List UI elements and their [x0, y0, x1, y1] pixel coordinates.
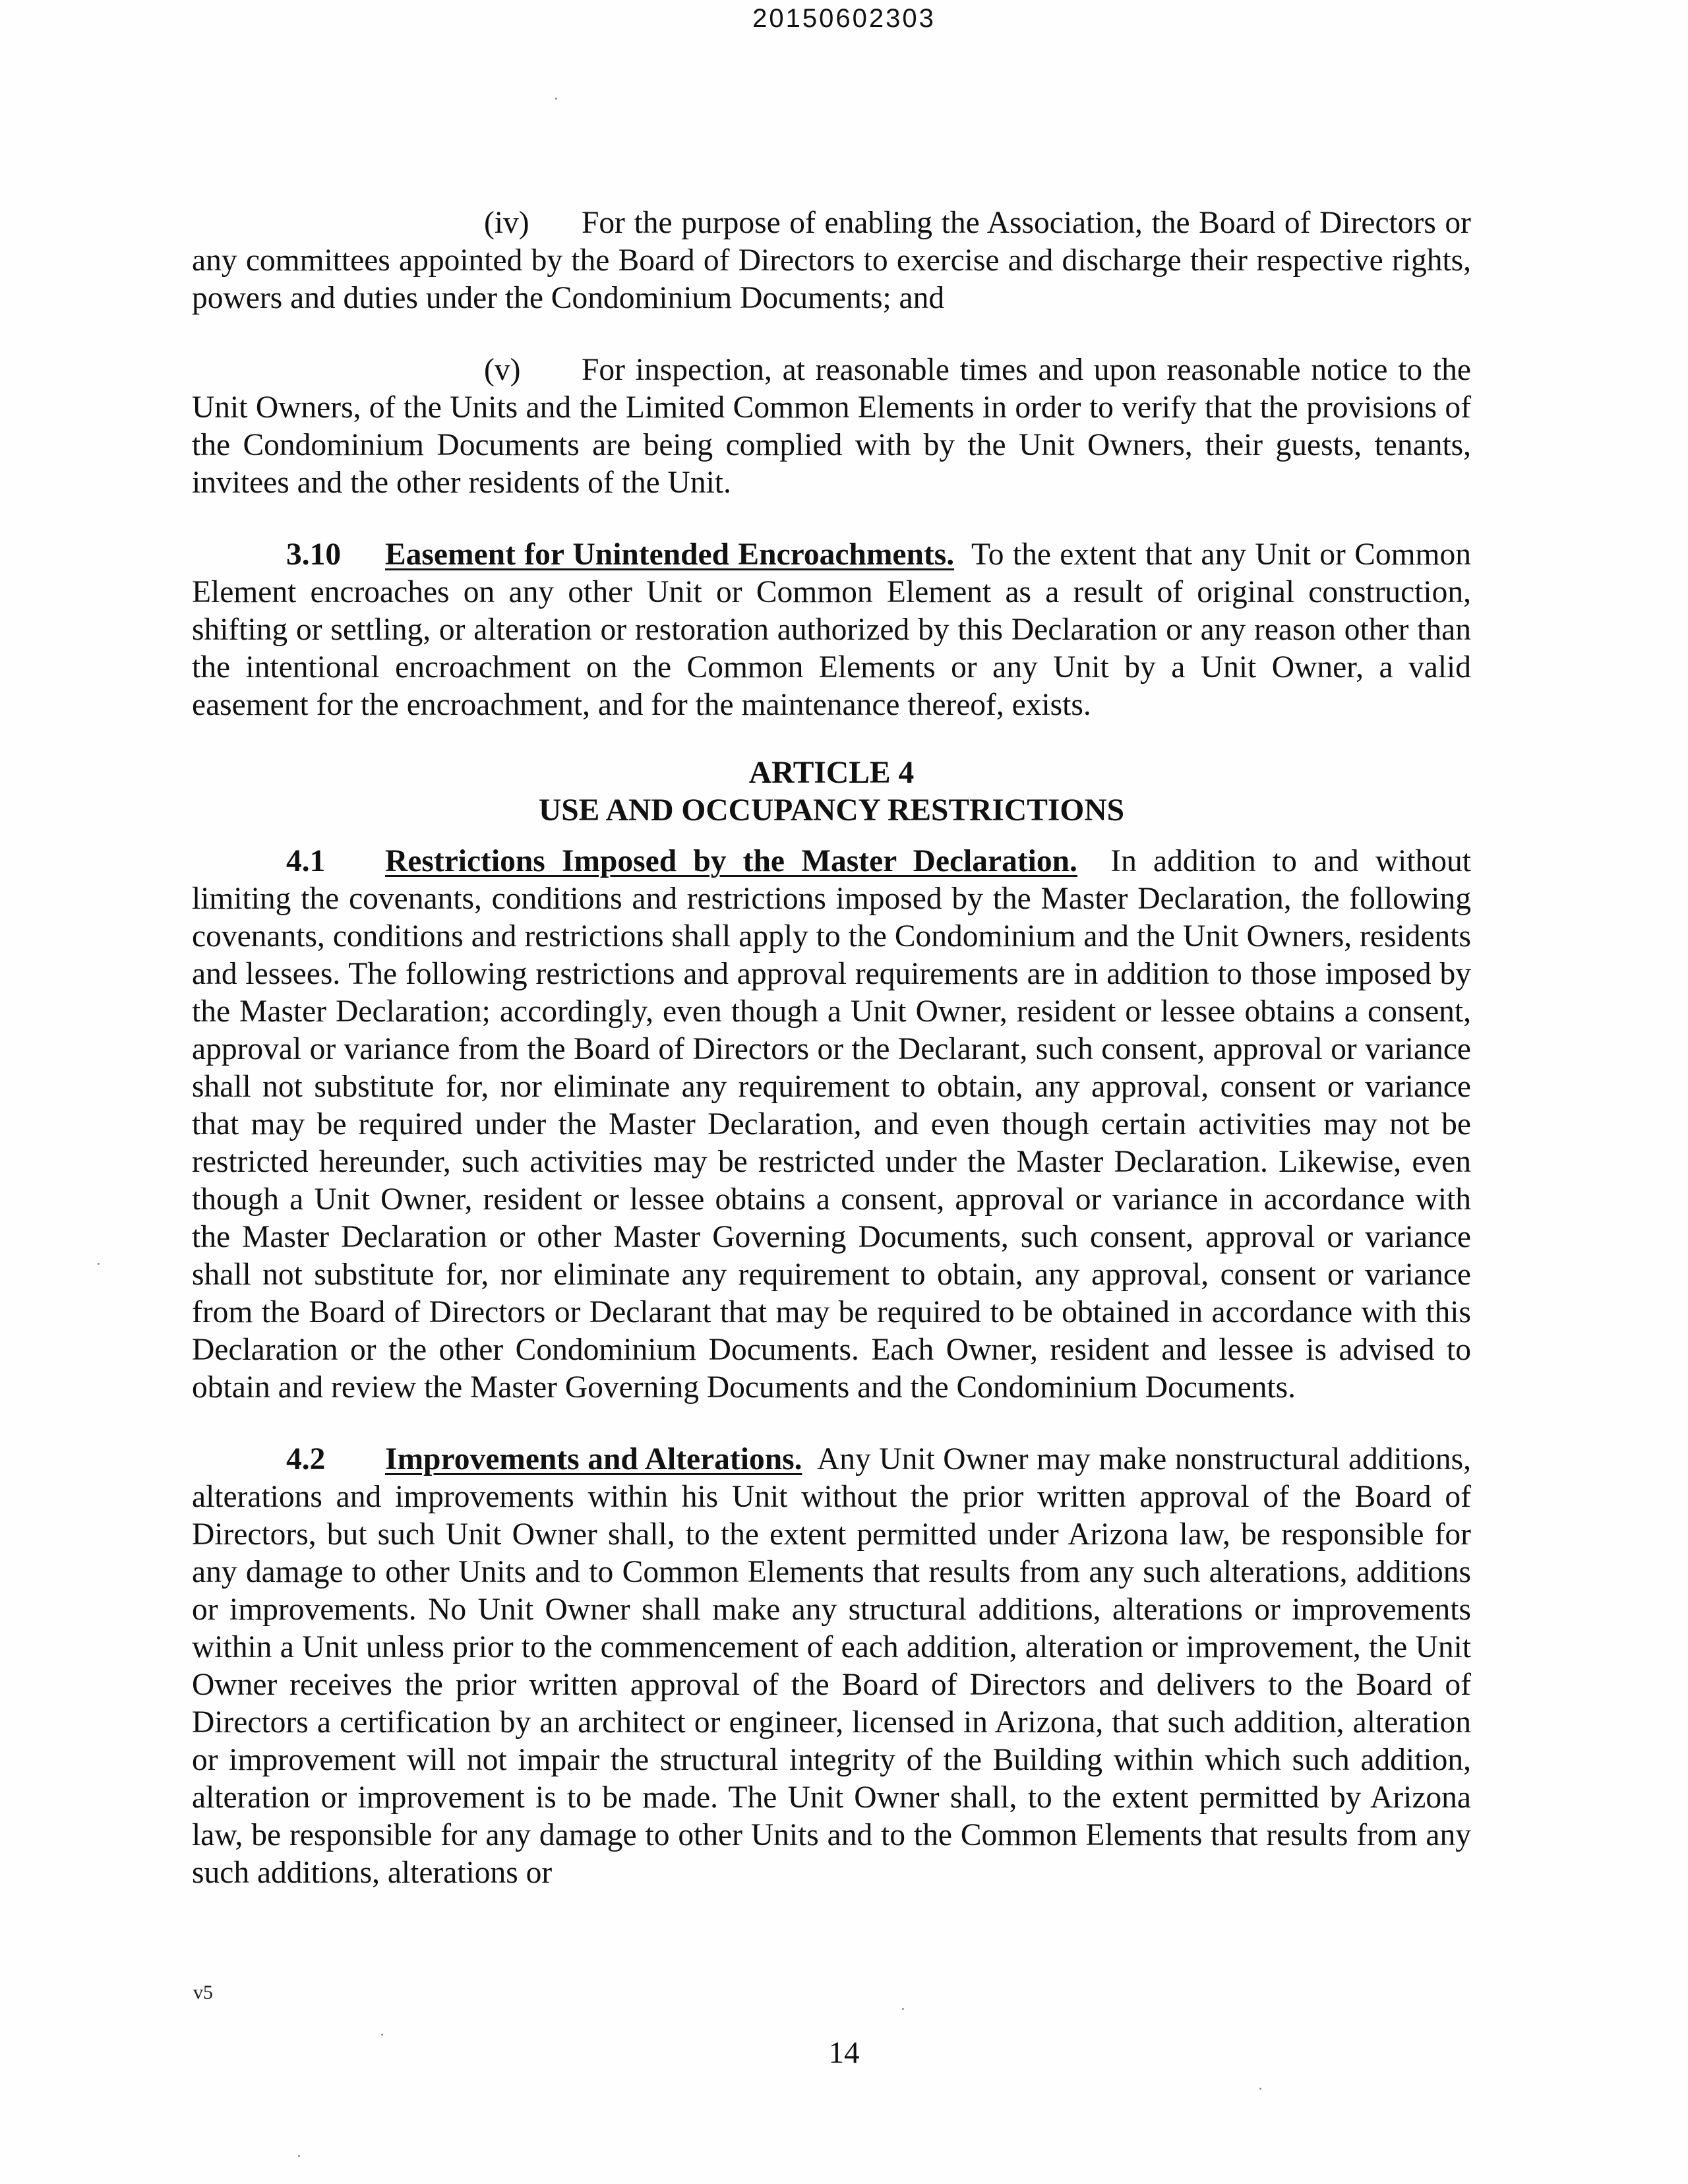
scan-speck [1259, 2088, 1261, 2090]
paragraph-number: (iv) [484, 206, 529, 240]
section-title: Restrictions Imposed by the Master Declaration. [385, 844, 1077, 878]
article-heading [192, 754, 1471, 830]
paragraph-text: For the purpose of enabling the Association, the Board of Directors or any committees appointed by the Board of Directors to exercise and discharge their respective rights, powers and duties under the Condominium Documents; and [192, 206, 1471, 315]
paragraph-iv [192, 204, 1471, 317]
section-text: In addition to and without limiting the covenants, conditions and restrictions imposed by the Master Declaration, the following covenants, conditions and restrictions shall apply to the Condominium and the Unit Owners, residents and lessees. The following restrictions and approval requirements are in addition to those imposed by the Master Declaration; accordingly, even though a Unit Owner, resident or lessee obtains a consent, approval or variance from the Board of Directors or the Declarant, such consent, approval or variance shall not substitute for, nor eliminate any requirement to obtain, any approval, consent or variance that may be required under the Master Declaration, and even though certain activities may not be restricted hereunder, such activities may be restricted under the Master Declaration. Likewise, even though a Unit Owner, resident or lessee obtains a consent, approval or variance in accordance with the Master Declaration or other Master Governing Documents, such consent, approval or variance shall not substitute for, nor eliminate any requirement to obtain, any approval, consent or variance from the Board of Directors or Declarant that may be required to be obtained in accordance with this Declaration or the other Condominium Documents. Each Owner, resident and lessee is advised to obtain and review the Master Governing Documents and the Condominium Documents. [192, 844, 1471, 1405]
paragraph-text: For inspection, at reasonable times and upon reasonable notice to the Unit Owners, of the Units and the Limited Common Elements in order to verify that the provisions of the Condominium Documents are being complied with by the Unit Owners, their guests, tenants, invitees and the other residents of the Unit. [192, 353, 1471, 500]
section-3-10 [192, 536, 1471, 724]
version-label: v5 [193, 1982, 213, 2003]
scan-speck [98, 1263, 100, 1265]
section-number: 4.1 [286, 844, 326, 878]
article-title: USE AND OCCUPANCY RESTRICTIONS [538, 793, 1125, 828]
section-number: 3.10 [286, 537, 342, 572]
scan-speck [298, 2155, 300, 2157]
document-body [192, 204, 1471, 1926]
page-number: 14 [828, 2036, 860, 2070]
section-text: To the extent that any Unit or Common Element encroaches on any other Unit or Common Element as a result of original construction, shifting or settling, or alteration or restoration authorized by this Declaration or any reason other than the intentional encroachment on the Common Elements or any Unit by a Unit Owner, a valid easement for the encroachment, and for the maintenance thereof, exists. [192, 537, 1471, 722]
section-title: Easement for Unintended Encroachments. [385, 537, 955, 572]
scan-speck [555, 98, 557, 100]
scan-speck [381, 2034, 383, 2036]
section-4-1 [192, 843, 1471, 1407]
paragraph-number: (v) [484, 353, 521, 387]
scan-speck [902, 2008, 904, 2010]
section-4-2 [192, 1441, 1471, 1892]
section-text: Any Unit Owner may make nonstructural additions, alterations and improvements within his Unit without the prior written approval of the Board of Directors, but such Unit Owner shall, to the extent permitted under Arizona law, be responsible for any damage to other Units and to Common Elements that results from any such alterations, additions or improvements. No Unit Owner shall make any structural additions, alterations or improvements within a Unit unless prior to the commencement of each addition, alteration or improvement, the Unit Owner receives the prior written approval of the Board of Directors and delivers to the Board of Directors a certification by an architect or engineer, licensed in Arizona, that such addition, alteration or improvement will not impair the structural integrity of the Building within which such addition, alteration or improvement is to be made. The Unit Owner shall, to the extent permitted by Arizona law, be responsible for any damage to other Units and to the Common Elements that results from any such additions, alterations or [192, 1442, 1472, 1890]
section-title: Improvements and Alterations. [385, 1442, 802, 1476]
paragraph-v [192, 351, 1471, 502]
article-label: ARTICLE 4 [748, 756, 915, 790]
recording-number: 20150602303 [752, 4, 936, 33]
section-number: 4.2 [286, 1442, 326, 1476]
